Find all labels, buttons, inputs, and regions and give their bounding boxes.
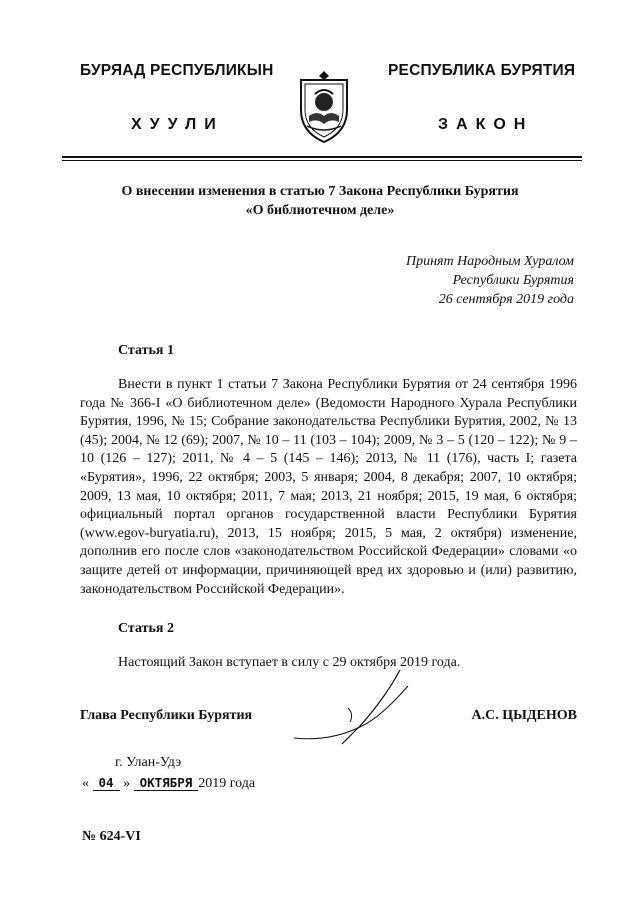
header-left-bottom: ХУУЛИ <box>131 116 224 133</box>
adopted-date: 26 сентября 2019 года <box>438 292 574 307</box>
date-quote-close: » <box>123 776 131 791</box>
article-2-heading: Статья 2 <box>118 621 174 636</box>
article-2-text: Настоящий Закон вступает в силу с 29 октября 2019 года. <box>118 655 461 670</box>
header-rule-thick <box>62 156 582 158</box>
date-quote-open: « <box>82 776 89 791</box>
coat-of-arms-icon <box>293 70 355 144</box>
document-number: № 624-VI <box>82 829 141 844</box>
signatory-name: А.С. ЦЫДЕНОВ <box>471 708 577 723</box>
law-title-line-1: О внесении изменения в статью 7 Закона Республики Бурятия <box>121 184 519 199</box>
article-1-heading: Статья 1 <box>118 343 174 358</box>
article-1-text: Внести в пункт 1 статьи 7 Закона Республики Бурятия от 24 сентября 1996 года № 366-I «О библиотечном деле» (Ведомости Народного Хурала Республики Бурятия, 1996, № 15; Собрание законодательства Республики Бурятия, 2002, № 13 (45); 2004, № 12 (69); 2007, № 10 – 11 (103 – 104); 2009, № 3 – 5 (120 – 122); № 9 – 10 (126 – 127); 2011, № 4 – 5 (145 – 146); 2013, № 11 (176), часть I; газета «Бурятия», 1996, 22 октября; 2003, 5 января; 2004, 8 декабря; 2007, 10 октября; 2009, 13 мая, 10 октября; 2011, 7 мая; 2013, 21 ноября; 2015, 19 мая, 6 октября; официальный портал органов государственной власти Республики Бурятия (www.egov-buryatia.ru), 2013, 15 ноября; 2015, 5 мая, 2 октября) изменение, дополнив его после слов «законодательством Российской Федерации» словами «о защите детей от информации, причиняющей вред их здоровью и (или) развитию, законодательством Российской Федерации». <box>80 377 577 597</box>
date-month: ОКТЯБРЯ <box>134 775 199 791</box>
date-year: 2019 года <box>198 776 256 791</box>
header-right-bottom: ЗАКОН <box>438 116 534 133</box>
date-day: 04 <box>93 775 120 791</box>
city: г. Улан-Удэ <box>115 755 182 770</box>
handwritten-signature <box>290 668 420 750</box>
header-rule-thin <box>62 160 582 161</box>
header-right-top: РЕСПУБЛИКА БУРЯТИЯ <box>388 62 576 79</box>
adopted-line-2: Республики Бурятия <box>452 273 574 288</box>
header-left-top: БУРЯАД РЕСПУБЛИКЫН <box>80 62 274 79</box>
law-title-line-2: «О библиотечном деле» <box>245 203 395 218</box>
adopted-line-1: Принят Народным Хуралом <box>405 254 574 269</box>
signing-date <box>82 775 255 792</box>
signatory-title: Глава Республики Бурятия <box>80 708 253 723</box>
